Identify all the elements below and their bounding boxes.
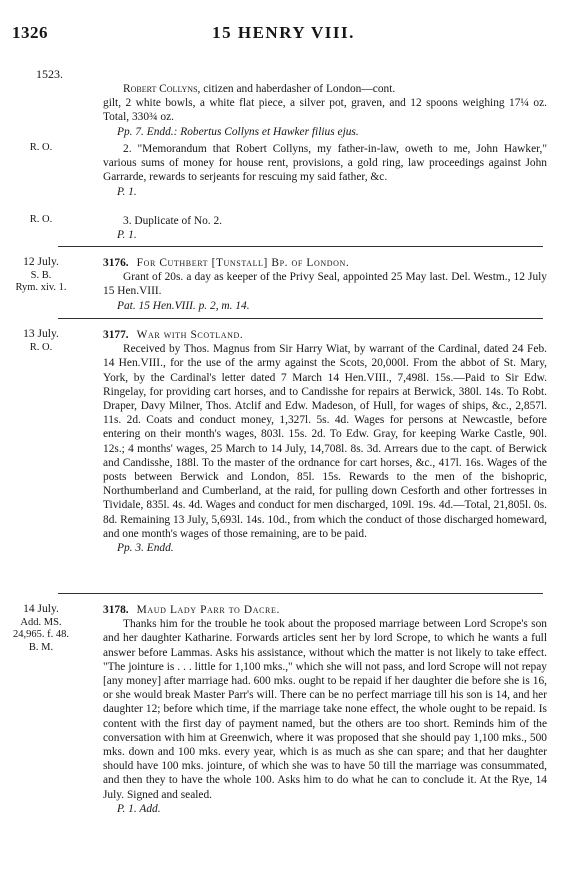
entry-3176-source: Rym. xiv. 1. <box>15 282 67 293</box>
item-2-note: P. 1. <box>117 185 137 198</box>
entry-3176-date: 12 July. <box>23 256 59 268</box>
entry-3177-text: Received by Thos. Magnus from Sir Harry Wiat, by warrant of the Cardinal, dated 24 Feb. 14 Hen.VIII., for the use of the army against the Scots, 20,000l. From the abbot of St. Mary, York, by the Cardinal's letter dated 7 March 14 Hen.VIII., 7,498l. 15s.—Paid to Sir Edw. Ringelay, for providing cart horses, and to Candisshe for repairs at Berwick, 380l. 14s. To Robt. Draper, Davy Milner, Thos. Atclif and Edw. Madeson, of Hull, for wages of ships, &c., 2,857l. 11s. 2d. Coats and conduct money, 1,327l. 5s. 4d. Wages for persons at Newcastle, before entering on their month's wages, 803l. 15s. 2d. To Edw. Gray, for keeping Warke Castle, 90l. 12s.; 4 months' wages, 25 March to 14 July, 14,708l. 8s. 3d. Arrears due to the capt. of Berwick and Candisshe, 188l. To the master of the ordnance for cart horses, &c., 417l. 16s. Wages of the posts between Berwick and London, 85l. 15s. Rewards to the men of the bishopric, Northumberland and Cumberland, at the raid, for pulling down Cesforth and other fortresses in Tividale, 835l. 4s. 4d. Wages and conduct for men discharged, 109l. 19s. 4d.—Total, 21,805l. 0s. 8d. Remaining 13 July, 5,693l. 14s. 10d., from which the conduct of those discharged homeward, and one month's wages of those remaining, are to be paid. <box>103 343 547 540</box>
continuation-rest: , citizen and haberdasher of London—cont. <box>197 83 396 95</box>
item-2-text: 2. "Memorandum that Robert Collyns, my father-in-law, oweth to me, John Hawker," various sums of money for house rent, provisions, a gold ring, law proceedings against John Garrarde, rewards to serjeants for rescuing my said father, &c. <box>103 143 547 184</box>
running-title: 15 HENRY VIII. <box>212 23 355 42</box>
entry-3178-note: P. 1. Add. <box>117 802 161 815</box>
item-3-body <box>103 214 547 242</box>
page-header <box>12 23 555 48</box>
entry-number: 3176. <box>103 257 129 269</box>
entry-3178-margin <box>8 603 74 654</box>
entry-3176-source: S. B. <box>30 269 52 281</box>
continuation-line: gilt, 2 white bowls, a white flat piece, a silver pot, graven, and 12 spoons weighing 17¼ oz. Total, 330¾ oz. <box>103 97 547 124</box>
entry-3176-margin <box>8 256 74 295</box>
item-2-margin <box>8 142 74 155</box>
item-3-source: R. O. <box>29 214 53 225</box>
continuation-note: Pp. 7. Endd.: Robertus Collyns et Hawker filius ejus. <box>117 125 359 138</box>
continuation-name: Robert Collyns <box>123 83 198 95</box>
separator-rule <box>58 593 543 594</box>
entry-3178-body <box>103 603 547 816</box>
entry-3178-source: B. M. <box>28 641 54 653</box>
entry-3178-text: Thanks him for the trouble he took about the proposed marriage between Lord Scrope's son and her daughter Katharine. Forwards articles sent her by lord Scrope, to which he wants a full answer before Lammas. Asks his assistance, without which the matter is not likely to take effect. "The jointure is . . . little for 1,100 mks.," which she will not pass, and lord Scrope will not repay [any money] after marriage had. 600 mks. ought to be repaid if her daughter die before she is 16, or she would break Master Parr's will. There can be no perfect marriage till his son is 14, and her daughter 12; before which time, if the marriage take none effect, the whole ought to be repaid. Is content with the first day of payment named, but the others are too short. Reminds him of the conversation with him at Greenwich, where it was proposed that she should pay 1,100 mks., 500 mks. down and 100 mks. every year, which is as much as she can spare; and that her daughter should have 100 mks. jointure, of which she was to have 50 till the marriage was consummated, and then they to have the whole 100. Asks him to do what he can to conclude it. At the Rye, 14 July. Signed and sealed. <box>103 618 547 801</box>
page-number: 1326 <box>12 23 48 42</box>
entry-3178-source: Add. MS. <box>20 616 62 628</box>
entry-3177-note: Pp. 3. Endd. <box>117 542 174 555</box>
separator-rule <box>58 318 543 319</box>
item-3-note: P. 1. <box>117 229 137 242</box>
continuation-text <box>103 82 547 139</box>
entry-3178-source: 24,965. f. 48. <box>13 629 69 640</box>
entry-heading: For Cuthbert [Tunstall] Bp. of London. <box>136 257 350 269</box>
entry-3177-body <box>103 328 547 555</box>
separator-rule <box>58 246 543 247</box>
entry-number: 3178. <box>103 604 129 616</box>
entry-number: 3177. <box>103 329 129 341</box>
entry-3177-margin <box>8 328 74 354</box>
entry-3176-text: Grant of 20s. a day as keeper of the Privy Seal, appointed 25 May last. Del. Westm., 12 July 15 Hen.VIII. <box>103 271 547 298</box>
item-2-body <box>103 142 547 199</box>
item-2-source: R. O. <box>29 142 53 153</box>
entry-3176-body <box>103 256 547 313</box>
year-label: 1523. <box>36 67 63 81</box>
entry-3176-note: Pat. 15 Hen.VIII. p. 2, m. 14. <box>117 299 250 312</box>
entry-3177-date: 13 July. <box>23 328 59 340</box>
entry-3177-source: R. O. <box>29 341 53 353</box>
entry-heading: Maud Lady Parr to Dacre. <box>136 604 280 616</box>
item-3-text: 3. Duplicate of No. 2. <box>123 215 223 227</box>
item-3-margin <box>8 214 74 227</box>
entry-3178-date: 14 July. <box>23 603 59 615</box>
entry-heading: War with Scotland. <box>136 329 244 341</box>
